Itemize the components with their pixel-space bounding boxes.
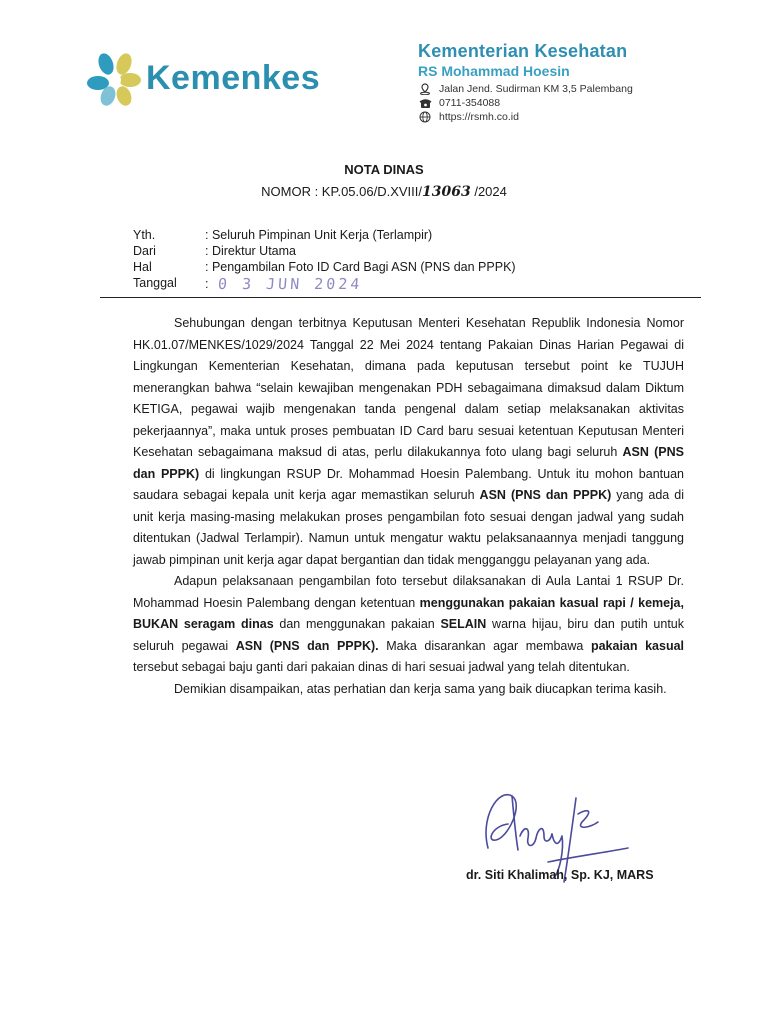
body-bold-text: menggunakan pakaian kasual rapi / kemeja, BUKAN seragam dinas — [133, 595, 684, 631]
addressing-block — [133, 227, 516, 291]
signer-name: dr. Siti Khalimah, Sp. KJ, MARS — [466, 868, 654, 882]
body-bold-text: pakaian kasual — [590, 638, 685, 653]
phone-text: 0711-354088 — [439, 97, 501, 109]
addressing-row-subject — [133, 259, 516, 275]
kemenkes-logo-icon — [86, 50, 144, 108]
logo-text: Kemenkes — [146, 59, 321, 97]
body-paragraph-2 — [133, 571, 684, 679]
memo-number-suffix: /2024 — [470, 184, 507, 199]
addressing-label: Tanggal — [133, 276, 177, 290]
body-text: Maka disarankan agar membawa — [378, 638, 591, 653]
addressing-value — [205, 275, 362, 291]
hospital-name: RS Mohammad Hoesin — [418, 63, 570, 79]
memo-number — [0, 184, 768, 200]
body-text: Sehubungan dengan terbitnya Keputusan Menteri Kesehatan Republik Indonesia Nomor HK.01.07/MENKES/1029/2024 Tanggal 22 Mei 2024 tentang Pakaian Dinas Harian Pegawai di Lingkungan Kementerian Kesehatan, dimana pada keputusan tersebut point ke TUJUH menerangkan bahwa “selain kewajiban mengenakan PDH sebagaimana dimaksud dalam Diktum KETIGA, pegawai wajib mengenakan tanda pengenal dalam setiap melaksanakan aktivitas pekerjaannya”, maka untuk proses pembuatan ID Card baru sesuai ketentuan Keputusan Menteri Kesehatan sebagaimana maksud di atas, perlu dilakukannya foto ulang bagi seluruh — [133, 316, 684, 459]
website-row — [418, 110, 633, 124]
location-icon — [418, 83, 432, 95]
memo-number-prefix: NOMOR : KP.05.06/D.XVIII/ — [261, 184, 422, 199]
date-colon: : — [205, 277, 209, 291]
body-text: tersebut sebagai baju ganti dari pakaian dinas di hari sesuai jadwal yang telah ditentukan. — [133, 660, 630, 674]
addressing-label: Hal — [133, 260, 152, 274]
body-bold-text: ASN (PNS dan PPPK) — [479, 488, 612, 502]
contact-info — [418, 82, 633, 124]
addressing-row-from — [133, 243, 516, 259]
addressing-value: : Pengambilan Foto ID Card Bagi ASN (PNS dan PPPK) — [205, 260, 516, 274]
addressing-row-to — [133, 227, 516, 243]
address-text: Jalan Jend. Sudirman KM 3,5 Palembang — [439, 83, 633, 95]
addressing-label: Yth. — [133, 228, 156, 242]
body-bold-text: SELAIN — [440, 617, 487, 631]
memo-title: NOTA DINAS — [344, 162, 424, 177]
body-bold-text: ASN (PNS dan PPPK). — [235, 638, 379, 653]
body-text: dan menggunakan pakaian — [273, 617, 441, 631]
addressing-value: : Seluruh Pimpinan Unit Kerja (Terlampir) — [205, 228, 433, 242]
addressing-value: : Direktur Utama — [205, 244, 296, 258]
phone-icon — [418, 97, 432, 109]
body-paragraph-1 — [133, 313, 684, 571]
body-text: warna hijau, biru dan putih untuk seluruh pegawai — [133, 617, 685, 653]
body-text: Adapun pelaksanaan pengambilan foto tersebut dilaksanakan di Aula Lantai 1 RSUP Dr. Mohammad Hoesin Palembang dengan ketentuan — [133, 574, 684, 610]
institution-block — [418, 40, 627, 80]
institution-name: Kementerian Kesehatan — [418, 41, 628, 61]
memo-number-handwritten: 13063 — [422, 184, 471, 200]
body-bold-text: ASN (PNS dan PPPK) — [133, 445, 684, 481]
body-text: yang ada di unit kerja masing-masing melakukan proses pengambilan foto sesuai dengan jadwal yang sudah ditentukan (Jadwal Terlampir). Namun untuk mengatur waktu pelaksanaannya menjadi tanggung jawab pimpinan unit kerja agar dapat bergantian dan tidak mengganggu pelayanan yang ada. — [133, 488, 684, 567]
body-paragraph-3: Demikian disampaikan, atas perhatian dan kerja sama yang baik diucapkan terima kasih. — [174, 681, 667, 696]
globe-icon — [418, 111, 432, 123]
date-stamp: 0 3 JUN 2024 — [217, 275, 363, 293]
addressing-row-date — [133, 275, 516, 291]
memo-body — [133, 313, 684, 700]
address-row — [418, 82, 633, 96]
header-divider — [100, 297, 701, 298]
body-text: di lingkungan RSUP Dr. Mohammad Hoesin Palembang. Untuk itu mohon bantuan saudara sebagai kepala unit kerja agar memastikan seluruh — [133, 466, 684, 502]
addressing-label: Dari — [133, 244, 156, 258]
website-text[interactable]: https://rsmh.co.id — [439, 111, 519, 123]
phone-row — [418, 96, 633, 110]
